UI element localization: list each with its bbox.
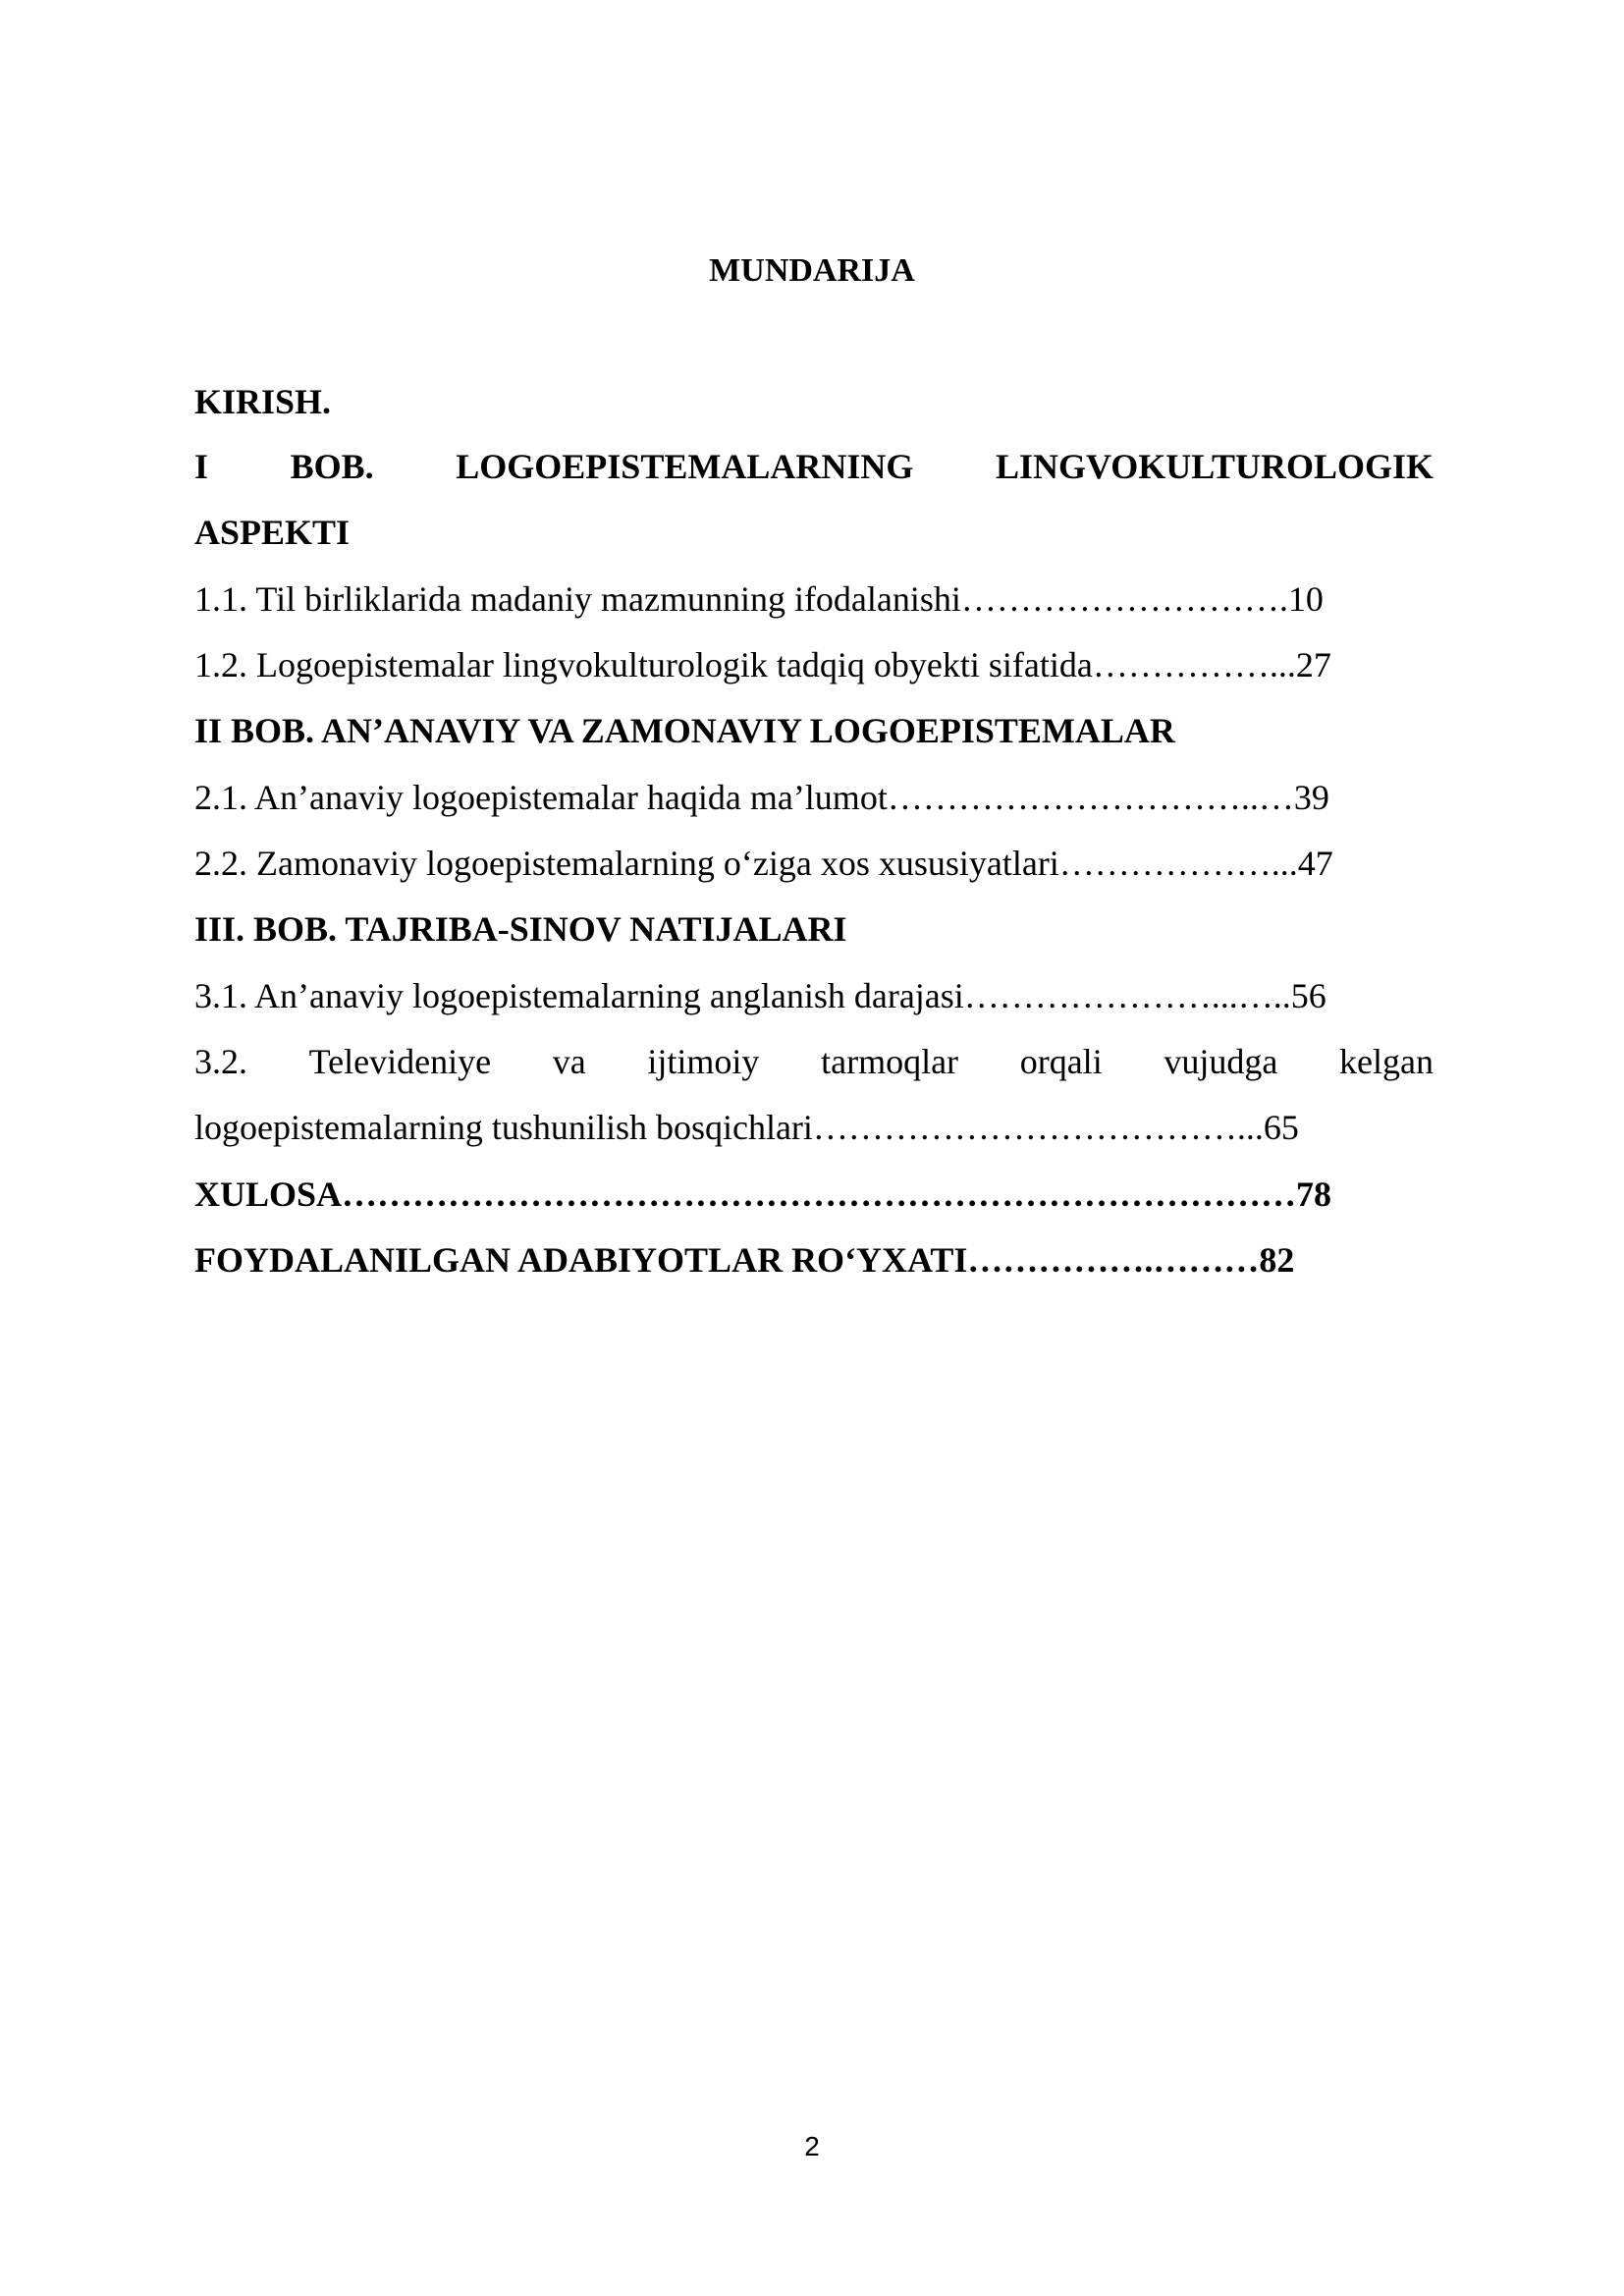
page-number: 2 — [804, 2131, 820, 2161]
toc-item-2-2: 2.2. Zamonaviy logoepistemalarning o‘ziga xos xususiyatlari………………...47 — [194, 844, 1333, 883]
toc-item-3-1: 3.1. An’anaviy logoepistemalarning anglanish darajasi…………………...…..56 — [194, 976, 1326, 1015]
toc-item-3-2-word: kelgan — [1339, 1042, 1434, 1081]
toc-chapter-2-heading: II BOB. AN’ANAVIY VA ZAMONAVIY LOGOEPISTEMALAR — [194, 711, 1175, 750]
toc-references: FOYDALANILGAN ADABIYOTLAR RO‘YXATI…………….………82 — [194, 1240, 1295, 1280]
toc-chapter-1-word: I — [194, 447, 209, 486]
toc-item-3-2-word: ijtimoiy — [647, 1042, 760, 1081]
toc-item-1-1: 1.1. Til birliklarida madaniy mazmunning ifodalanishi……………………….10 — [194, 579, 1324, 619]
toc-item-3-2-word: vujudga — [1164, 1042, 1278, 1081]
toc-item-2-1: 2.1. An’anaviy logoepistemalar haqida ma’lumot…………………………..…39 — [194, 778, 1329, 817]
toc-item-3-2-word: Televideniye — [308, 1042, 492, 1081]
toc-item-1-2: 1.2. Logoepistemalar lingvokulturologik tadqiq obyekti sifatida……………...27 — [194, 645, 1331, 684]
toc-chapter-1-word: LINGVOKULTUROLOGIK — [995, 447, 1434, 486]
toc-item-3-2-continuation: logoepistemalarning tushunilish bosqichlari………………………………...65 — [194, 1108, 1299, 1147]
toc-chapter-1-word: LOGOEPISTEMALARNING — [456, 447, 914, 486]
toc-chapter-1-heading — [194, 443, 1434, 490]
toc-item-3-2-word: tarmoqlar — [821, 1042, 959, 1081]
toc-item-3-2 — [194, 1038, 1434, 1085]
toc-chapter-3-heading: III. BOB. TAJRIBA-SINOV NATIJALARI — [194, 909, 847, 949]
toc-item-3-2-word: va — [552, 1042, 586, 1081]
toc-conclusion: XULOSA………………………………………………………………………78 — [194, 1175, 1332, 1214]
toc-title: MUNDARIJA — [709, 252, 915, 289]
toc-item-3-2-word: 3.2. — [194, 1042, 247, 1081]
toc-intro: KIRISH. — [194, 382, 332, 421]
toc-chapter-1-word: BOB. — [290, 447, 374, 486]
toc-item-3-2-word: orqali — [1019, 1042, 1103, 1081]
toc-chapter-1-continuation: ASPEKTI — [194, 513, 351, 552]
